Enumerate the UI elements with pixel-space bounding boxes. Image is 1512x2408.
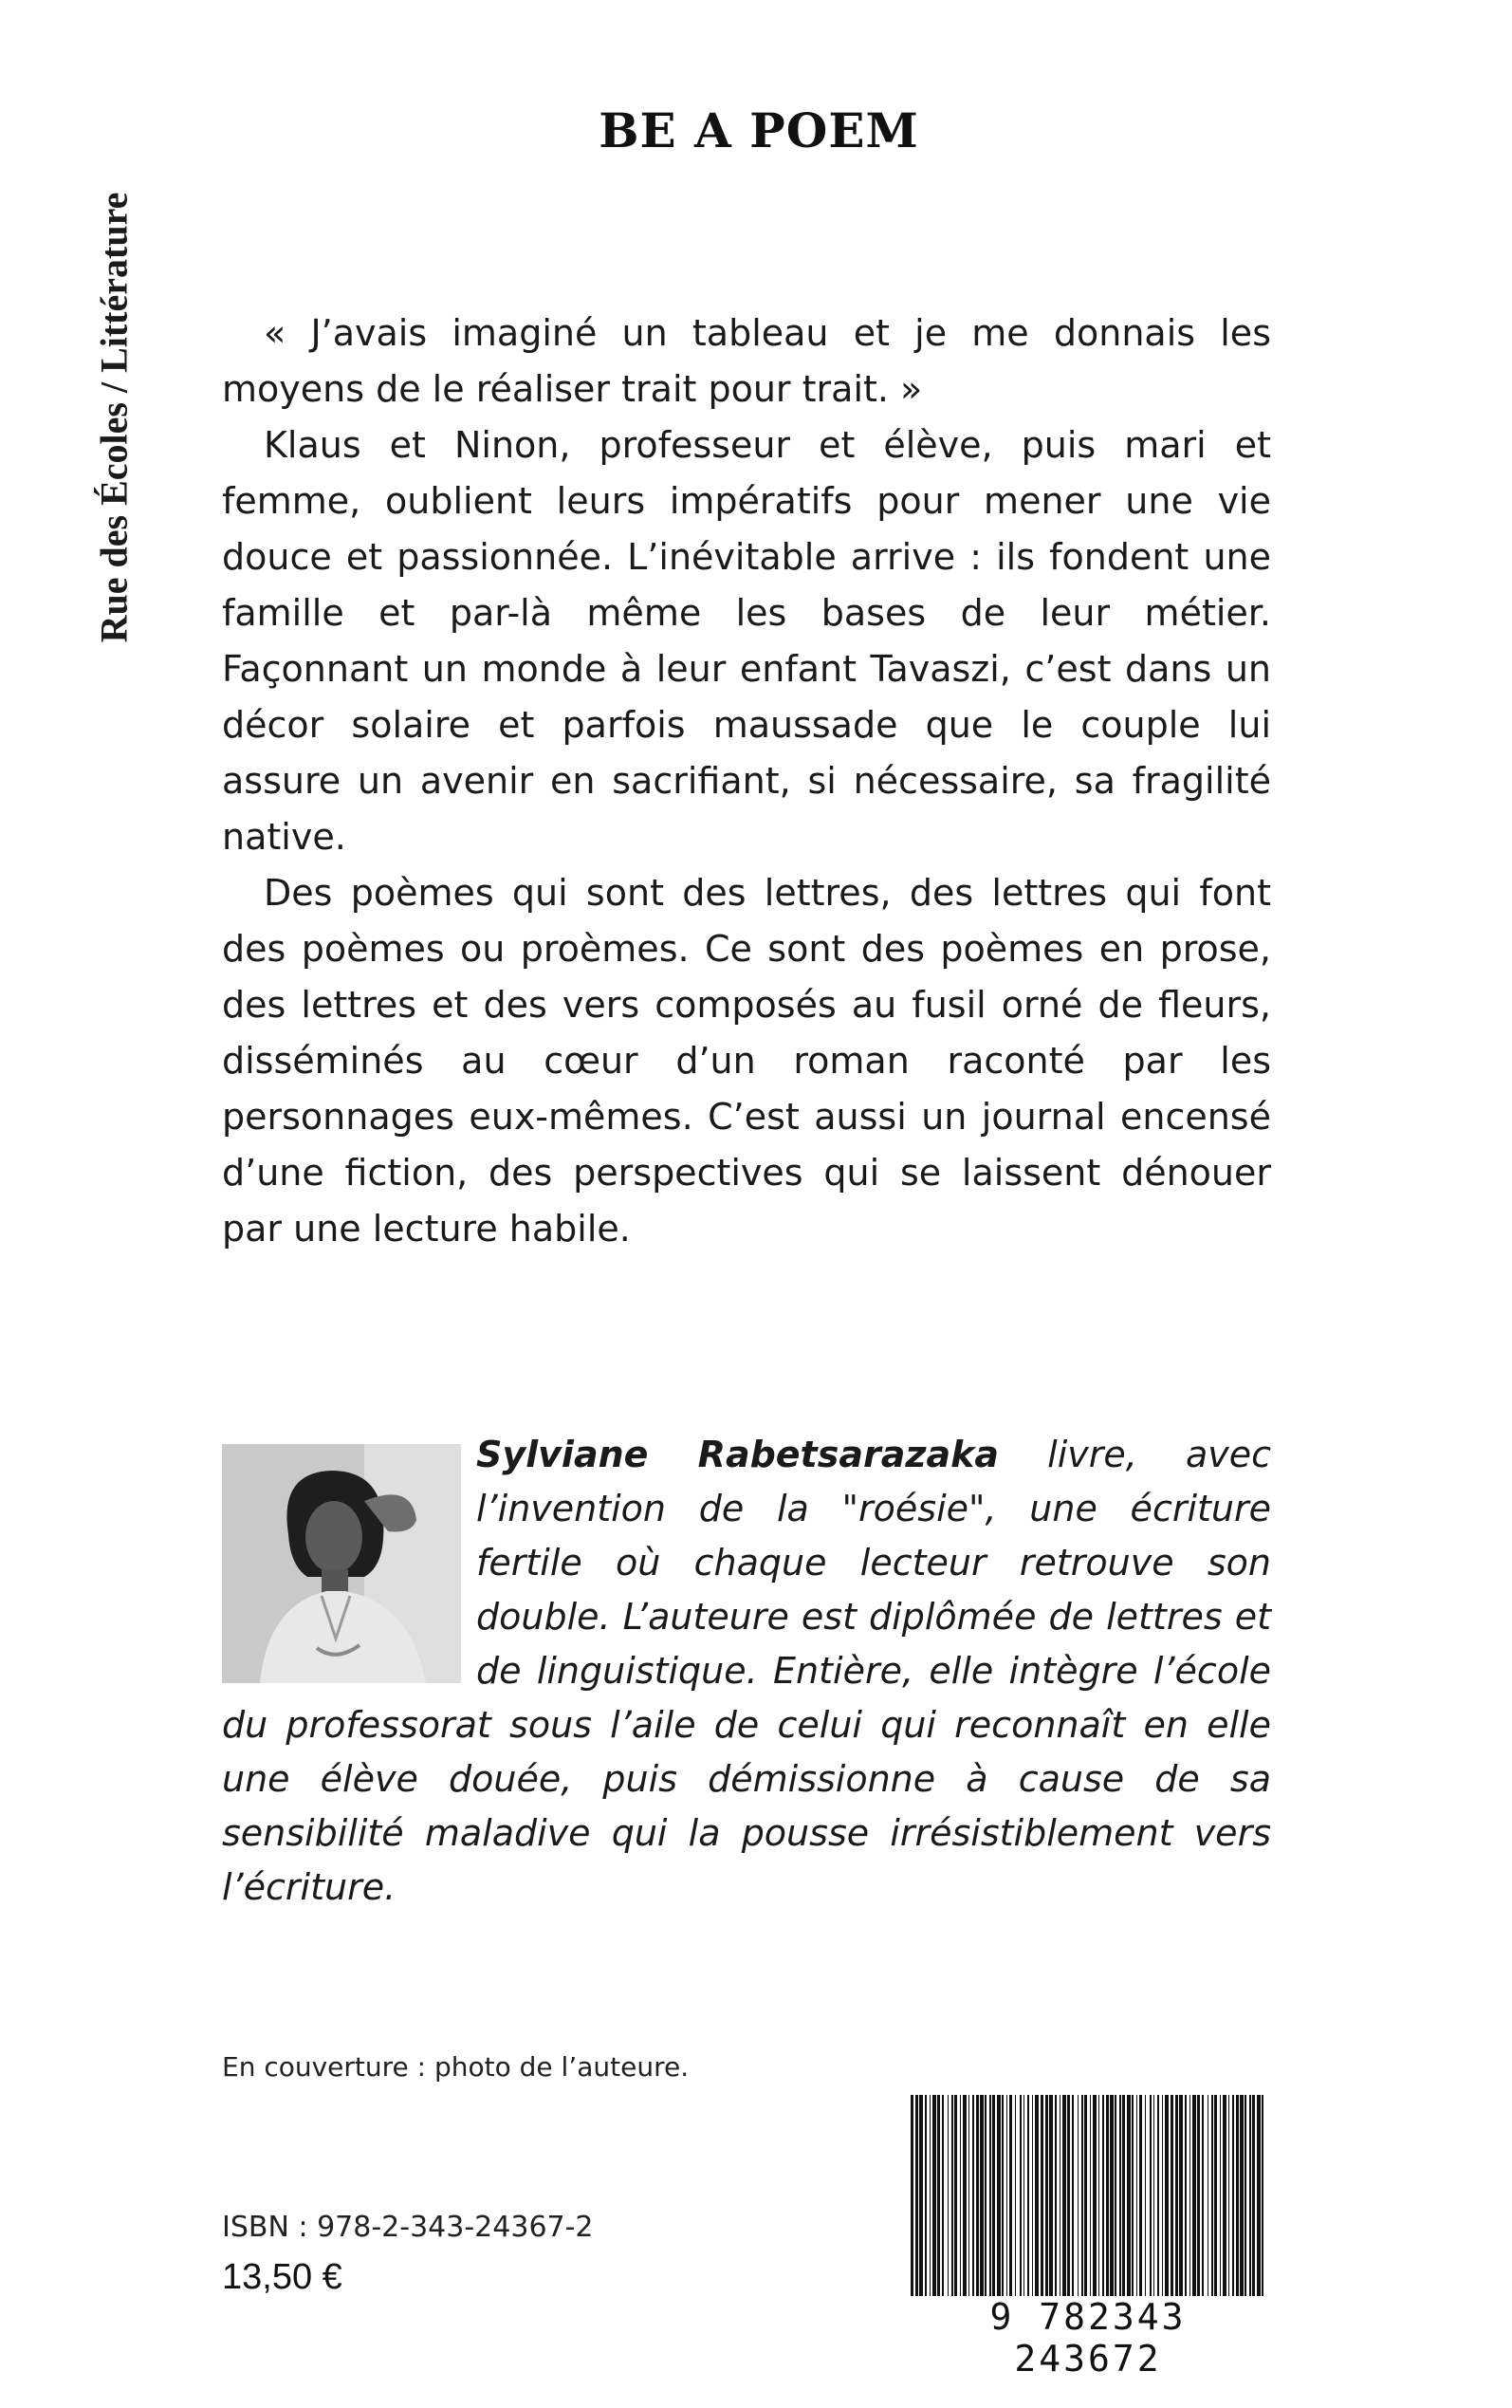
barcode-bar <box>942 2095 944 2296</box>
barcode-bar <box>1240 2095 1244 2296</box>
barcode-bar <box>980 2095 984 2296</box>
barcode-bar <box>1232 2095 1234 2296</box>
barcode-bar <box>1049 2095 1053 2296</box>
barcode-bar <box>1081 2095 1083 2296</box>
barcode-bar <box>963 2095 967 2296</box>
barcode-bar <box>1119 2095 1121 2296</box>
barcode-bar <box>1090 2095 1091 2296</box>
barcode-bar <box>1015 2095 1016 2296</box>
barcode-bar <box>1115 2095 1116 2296</box>
barcode-bar <box>1045 2095 1048 2296</box>
barcode-bar <box>997 2095 1001 2296</box>
barcode-bar <box>1252 2095 1255 2296</box>
barcode-bar <box>1110 2095 1114 2296</box>
synopsis <box>222 306 1271 1257</box>
barcode-bar <box>1179 2095 1183 2296</box>
barcode-bar <box>1102 2095 1104 2296</box>
isbn: ISBN : 978-2-343-24367-2 <box>222 2211 594 2244</box>
barcode-bar <box>968 2095 969 2296</box>
barcode-bar <box>1165 2095 1169 2296</box>
barcode-bar <box>972 2095 974 2296</box>
barcode-bar <box>1023 2095 1024 2296</box>
barcode-bar <box>989 2095 991 2296</box>
barcode-bar <box>1171 2095 1173 2296</box>
barcode-bar <box>1098 2095 1099 2296</box>
barcode-bar <box>1041 2095 1043 2296</box>
barcode-bar <box>919 2095 923 2296</box>
author-bio-text: livre, avec l’invention de la "roésie", une écriture fertile où chaque lecteur retrouve son double. L’auteure est diplômée de lettres et de linguistique. Entière, elle intègre l’école du professorat sous l’aile de celui qui reconnaît en elle une élève douée, puis démissionne à cause de sa sensibilité maladive qui la pousse irrésistiblement vers l’écriture. <box>222 1434 1271 1908</box>
barcode-bar <box>1078 2095 1079 2296</box>
barcode <box>907 2095 1269 2304</box>
barcode-bar <box>1067 2095 1070 2296</box>
barcode-bar <box>932 2095 936 2296</box>
barcode-bar <box>1262 2095 1263 2296</box>
cover-credit: En couverture : photo de l’auteure. <box>222 2051 690 2083</box>
synopsis-paragraph: Des poèmes qui sont des lettres, des lettres qui font des poèmes ou proèmes. Ce sont des poèmes en prose, des lettres et des vers composés au fusil orné de fleurs, disséminés au cœur d’un roman raconté par les personnages eux-mêmes. C’est aussi un journal encensé d’une fiction, des perspectives qui se laissent dénouer par une lecture habile. <box>222 872 1271 1250</box>
barcode-bar <box>948 2095 949 2296</box>
barcode-bar <box>1162 2095 1163 2296</box>
barcode-bar <box>1202 2095 1204 2296</box>
synopsis-paragraph: Klaus et Ninon, professeur et élève, puis mari et femme, oublient leurs impératifs pour mener une vie douce et passionnée. L’inévitable arrive : ils fondent une famille et par-là même les bases de leur métier. Façonnant un monde à leur enfant Tavaszi, c’est dans un décor solaire et parfois maussade que le couple lui assure un avenir en sacrifiant, si nécessaire, sa fragilité native. <box>222 424 1271 858</box>
barcode-bar <box>915 2095 918 2296</box>
barcode-bar <box>1127 2095 1131 2296</box>
barcode-bar <box>1245 2095 1246 2296</box>
barcode-bar <box>1106 2095 1109 2296</box>
barcode-bar <box>1185 2095 1187 2296</box>
book-title: BE A POEM <box>599 102 919 158</box>
synopsis-quote: « J’avais imaginé un tableau et je me donnais les moyens de le réaliser trait pour trait. » <box>222 312 1271 410</box>
barcode-bar <box>1249 2095 1251 2296</box>
barcode-bar <box>1032 2095 1033 2296</box>
barcode-bar <box>1035 2095 1039 2296</box>
barcode-bar <box>1093 2095 1097 2296</box>
barcode-bar <box>1006 2095 1007 2296</box>
barcode-bar <box>951 2095 953 2296</box>
price: 13,50 € <box>222 2257 342 2297</box>
barcode-bar <box>1150 2095 1152 2296</box>
barcode-bar <box>992 2095 995 2296</box>
barcode-bar <box>1020 2095 1022 2296</box>
barcode-bar <box>1122 2095 1125 2296</box>
barcode-bar <box>1257 2095 1261 2296</box>
barcode-bar <box>976 2095 979 2296</box>
barcode-bar <box>1223 2095 1226 2296</box>
barcode-bar <box>1084 2095 1087 2296</box>
barcode-bar <box>1132 2095 1134 2296</box>
barcode-bar <box>1228 2095 1229 2296</box>
barcode-bar <box>1189 2095 1190 2296</box>
barcode-digits: 9 782343 243672 <box>989 2296 1187 2380</box>
barcode-bar <box>1211 2095 1213 2296</box>
barcode-bar <box>1136 2095 1137 2296</box>
barcode-bar <box>1197 2095 1200 2296</box>
barcode-bar <box>930 2095 931 2296</box>
barcode-bar <box>1027 2095 1029 2296</box>
barcode-bar <box>1214 2095 1217 2296</box>
barcode-bar <box>1072 2095 1074 2296</box>
barcode-bar <box>954 2095 957 2296</box>
barcode-bar <box>1220 2095 1221 2296</box>
spine-text: Rue des Écoles / Littérature <box>92 192 136 643</box>
spine-label <box>91 114 137 721</box>
barcode-bar <box>1153 2095 1154 2296</box>
barcode-bar <box>1002 2095 1004 2296</box>
barcode-bar <box>985 2095 986 2296</box>
barcode-bar <box>1139 2095 1142 2296</box>
barcode-bar <box>1175 2095 1178 2296</box>
barcode-bar <box>925 2095 927 2296</box>
barcode-bar <box>1192 2095 1196 2296</box>
barcode-bar <box>1009 2095 1012 2296</box>
barcode-bar <box>937 2095 940 2296</box>
barcode-bar <box>911 2095 913 2296</box>
barcode-bar <box>1062 2095 1066 2296</box>
barcode-bar <box>1236 2095 1239 2296</box>
author-name: Sylviane Rabetsarazaka <box>476 1434 1000 1475</box>
barcode-bar <box>1157 2095 1159 2296</box>
barcode-bar <box>1055 2095 1057 2296</box>
barcode-bar <box>960 2095 961 2296</box>
author-bio <box>222 1428 1271 1915</box>
barcode-bar <box>1145 2095 1146 2296</box>
